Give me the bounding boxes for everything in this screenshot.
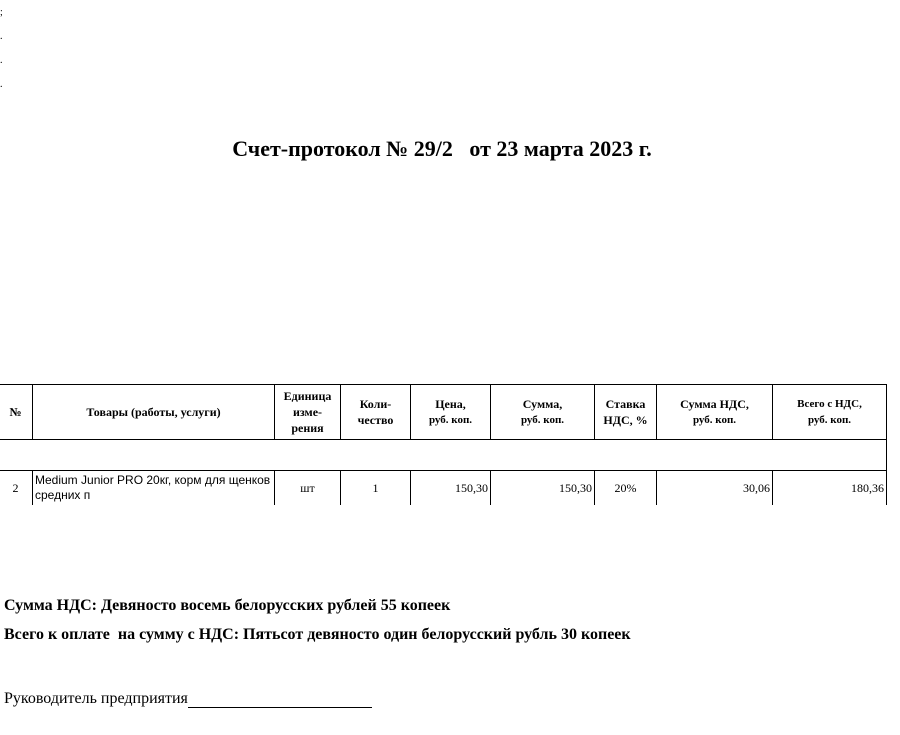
table-spacer-row — [0, 440, 887, 471]
signature-label: Руководитель предприятия — [4, 690, 188, 707]
header-sum-line: Сумма, — [522, 397, 563, 411]
cell-quantity: 1 — [341, 471, 411, 506]
header-vat-rate — [595, 385, 657, 440]
header-total-sub: руб. коп. — [807, 414, 852, 426]
header-quantity-line: чество — [357, 413, 394, 427]
header-unit-line: изме- — [292, 405, 323, 419]
cell-price: 150,30 — [411, 471, 491, 506]
margin-mark: . — [0, 55, 3, 66]
cell-vat-rate: 20% — [595, 471, 657, 506]
cell-total: 180,36 — [773, 471, 887, 506]
header-number: № — [0, 385, 33, 440]
cell-vat-sum: 30,06 — [657, 471, 773, 506]
margin-mark: . — [0, 79, 3, 90]
header-vat-sum — [657, 385, 773, 440]
total-summary: Всего к оплате на сумму с НДС: Пятьсот девяносто один белорусский рубль 30 копеек — [4, 626, 631, 643]
table-row — [0, 471, 887, 506]
header-unit-line: Единица — [283, 389, 332, 403]
signature-block — [4, 690, 372, 708]
signature-line — [188, 691, 372, 708]
header-price-line: Цена, — [435, 397, 466, 411]
header-total — [773, 385, 887, 440]
vat-summary: Сумма НДС: Девяносто восемь белорусских рублей 55 копеек — [4, 597, 451, 614]
header-sum-sub: руб. коп. — [520, 414, 565, 426]
margin-marks — [0, 8, 8, 104]
spacer-cell — [0, 440, 887, 471]
header-vat-sum-line: Сумма НДС, — [680, 397, 749, 411]
header-total-line: Всего с НДС, — [797, 398, 862, 410]
header-unit — [275, 385, 341, 440]
header-quantity-line: Коли- — [359, 397, 392, 411]
header-vat-rate-line: НДС, % — [603, 413, 648, 427]
header-vat-rate-line: Ставка — [605, 397, 646, 411]
table-header-row — [0, 385, 887, 440]
header-goods: Товары (работы, услуги) — [33, 385, 275, 440]
header-vat-sum-sub: руб. коп. — [692, 414, 737, 426]
invoice-table — [0, 384, 887, 505]
header-sum — [491, 385, 595, 440]
cell-goods: Medium Junior PRO 20кг, корм для щенков средних п — [33, 471, 275, 506]
cell-sum: 150,30 — [491, 471, 595, 506]
header-quantity — [341, 385, 411, 440]
cell-unit: шт — [275, 471, 341, 506]
header-price-sub: руб. коп. — [428, 414, 473, 426]
margin-mark: ; — [0, 7, 3, 18]
header-price — [411, 385, 491, 440]
document-title: Счет-протокол № 29/2 от 23 марта 2023 г. — [232, 136, 652, 161]
margin-mark: . — [0, 31, 3, 42]
header-unit-line: рения — [291, 421, 324, 435]
cell-number: 2 — [0, 471, 33, 506]
